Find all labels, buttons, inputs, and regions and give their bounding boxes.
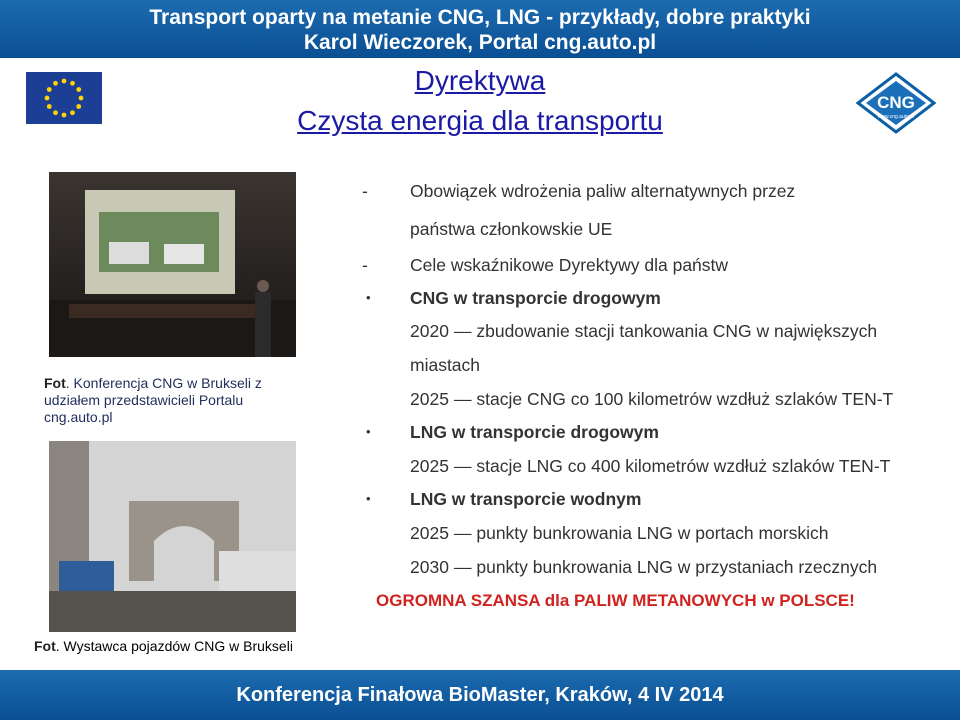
eu-star-icon <box>47 104 52 109</box>
photo2-caption <box>34 638 374 655</box>
cng-logo-url: www.cng.auto.pl <box>877 114 915 120</box>
highlight-statement: OGROMNA SZANSA dla PALIW METANOWYCH w POLSCE! <box>376 591 855 610</box>
header-bar <box>0 0 960 58</box>
caption-text: . Wystawca pojazdów CNG w Brukseli <box>55 638 293 654</box>
caption-prefix: Fot <box>44 375 66 391</box>
item-text: — stacje LNG co 400 kilometrów wzdłuż szlaków TEN-T <box>454 456 891 476</box>
bullet-icon: • <box>366 424 371 439</box>
item-heading: LNG w transporcie wodnym <box>410 489 642 509</box>
header-author: Karol Wieczorek, Portal cng.auto.pl <box>303 31 657 54</box>
year-label: 2025 <box>410 389 449 409</box>
item-heading: CNG w transporcie drogowym <box>410 288 661 308</box>
eu-star-icon <box>53 110 58 115</box>
year-label: 2025 <box>410 523 449 543</box>
item-text: — punkty bunkrowania LNG w portach morskich <box>454 523 829 543</box>
item-text: miastach <box>410 355 481 375</box>
header-title: Transport oparty na metanie CNG, LNG - przykłady, dobre praktyki <box>149 6 811 29</box>
exhibition-photo <box>49 441 296 632</box>
eu-flag-icon <box>26 72 102 124</box>
item-text: — stacje CNG co 100 kilometrów wzdłuż szlaków TEN-T <box>454 389 894 409</box>
eu-star-icon <box>79 96 84 101</box>
conference-photo-illustration <box>49 172 296 357</box>
eu-star-icon <box>62 79 67 84</box>
photo1-caption <box>44 375 314 426</box>
conference-photo <box>49 172 296 357</box>
item-text: — zbudowanie stacji tankowania CNG w największych <box>454 321 878 341</box>
item-heading: LNG w transporcie drogowym <box>410 422 659 442</box>
eu-star-icon <box>76 87 81 92</box>
exhibition-photo-illustration <box>49 441 296 632</box>
item-text: — punkty bunkrowania LNG w przystaniach rzecznych <box>454 557 878 577</box>
item-text: Obowiązek wdrożenia paliw alternatywnych przez <box>410 181 796 201</box>
dash-marker: - <box>362 181 368 201</box>
slide-subtitle: Czysta energia dla transportu <box>297 105 663 136</box>
slide-title: Dyrektywa <box>414 65 546 96</box>
item-text: Cele wskaźnikowe Dyrektywy dla państw <box>410 255 729 275</box>
item-text: państwa członkowskie UE <box>410 219 613 239</box>
caption-text: . Konferencja CNG w Brukseli z udziałem przedstawicieli Portalu cng.auto.pl <box>44 375 262 425</box>
eu-star-icon <box>47 87 52 92</box>
eu-star-icon <box>62 113 67 118</box>
year-label: 2030 <box>410 557 449 577</box>
bullet-icon: • <box>366 491 371 506</box>
year-label: 2020 <box>410 321 449 341</box>
eu-star-icon <box>45 96 50 101</box>
eu-star-icon <box>70 81 75 86</box>
eu-star-icon <box>70 110 75 115</box>
eu-star-icon <box>53 81 58 86</box>
bullet-icon: • <box>366 290 371 305</box>
cng-logo-text: CNG <box>877 93 915 112</box>
cng-logo-icon <box>856 72 936 134</box>
year-label: 2025 <box>410 456 449 476</box>
dash-marker: - <box>362 255 368 275</box>
footer-text: Konferencja Finałowa BioMaster, Kraków, 4 IV 2014 <box>236 684 724 706</box>
caption-prefix: Fot <box>34 638 56 654</box>
eu-star-icon <box>76 104 81 109</box>
footer-bar <box>0 670 960 720</box>
